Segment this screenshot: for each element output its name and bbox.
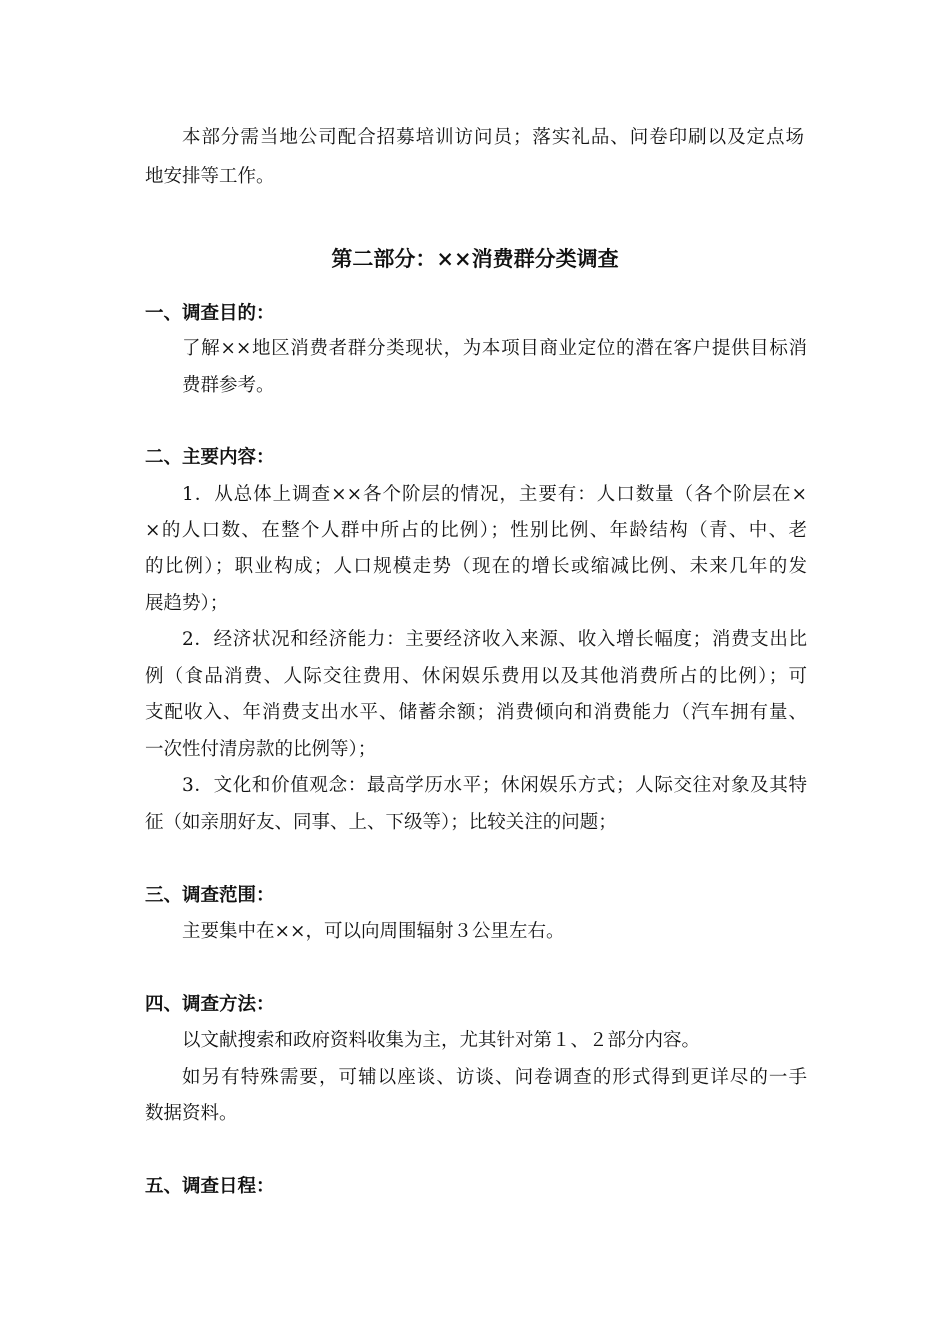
s1-heading: 一、调查目的： (145, 303, 275, 324)
s3-heading: 三、调查范围： (145, 885, 275, 906)
s2-p2-line-1: 2．经济状况和经济能力：主要经济收入来源、收入增长幅度；消费支出比 (182, 629, 807, 650)
s1-line-1: 了解××地区消费者群分类现状，为本项目商业定位的潜在客户提供目标消 (182, 338, 807, 359)
section-title: 第二部分：××消费群分类调查 (331, 246, 619, 271)
s2-heading: 二、主要内容： (145, 447, 275, 468)
s2-p2-line-2: 例（食品消费、人际交往费用、休闲娱乐费用以及其他消费所占的比例）；可 (145, 666, 807, 687)
s2-p1-line-1: 1．从总体上调查××各个阶层的情况，主要有：人口数量（各个阶层在× (182, 484, 807, 505)
s4-heading: 四、调查方法： (145, 994, 275, 1015)
s4-line-1: 以文献搜索和政府资料收集为主，尤其针对第１、２部分内容。 (182, 1030, 701, 1051)
s4-line-3: 数据资料。 (145, 1103, 238, 1124)
s2-p1-line-3: 的比例）；职业构成；人口规模走势（现在的增长或缩减比例、未来几年的发 (145, 556, 807, 577)
intro-line-1: 本部分需当地公司配合招募培训访问员；落实礼品、问卷印刷以及定点场 (182, 127, 804, 148)
s5-heading: 五、调查日程： (145, 1176, 275, 1197)
s2-p2-line-4: 一次性付清房款的比例等）； (145, 739, 377, 760)
intro-line-2: 地安排等工作。 (145, 166, 275, 187)
s2-p1-line-2: ×的人口数、在整个人群中所占的比例）；性别比例、年龄结构（青、中、老 (145, 520, 807, 541)
s2-p2-line-3: 支配收入、年消费支出水平、储蓄余额；消费倾向和消费能力（汽车拥有量、 (145, 702, 807, 723)
s4-line-2: 如另有特殊需要，可辅以座谈、访谈、问卷调查的形式得到更详尽的一手 (182, 1067, 807, 1088)
s2-p3-line-2: 征（如亲朋好友、同事、上、下级等）；比较关注的问题； (145, 812, 617, 833)
s3-line-1: 主要集中在××，可以向周围辐射３公里左右。 (182, 921, 565, 942)
s1-line-2: 费群参考。 (182, 375, 275, 396)
s2-p3-line-1: 3．文化和价值观念：最高学历水平；休闲娱乐方式；人际交往对象及其特 (182, 775, 807, 796)
s2-p1-line-4: 展趋势）； (145, 593, 229, 614)
